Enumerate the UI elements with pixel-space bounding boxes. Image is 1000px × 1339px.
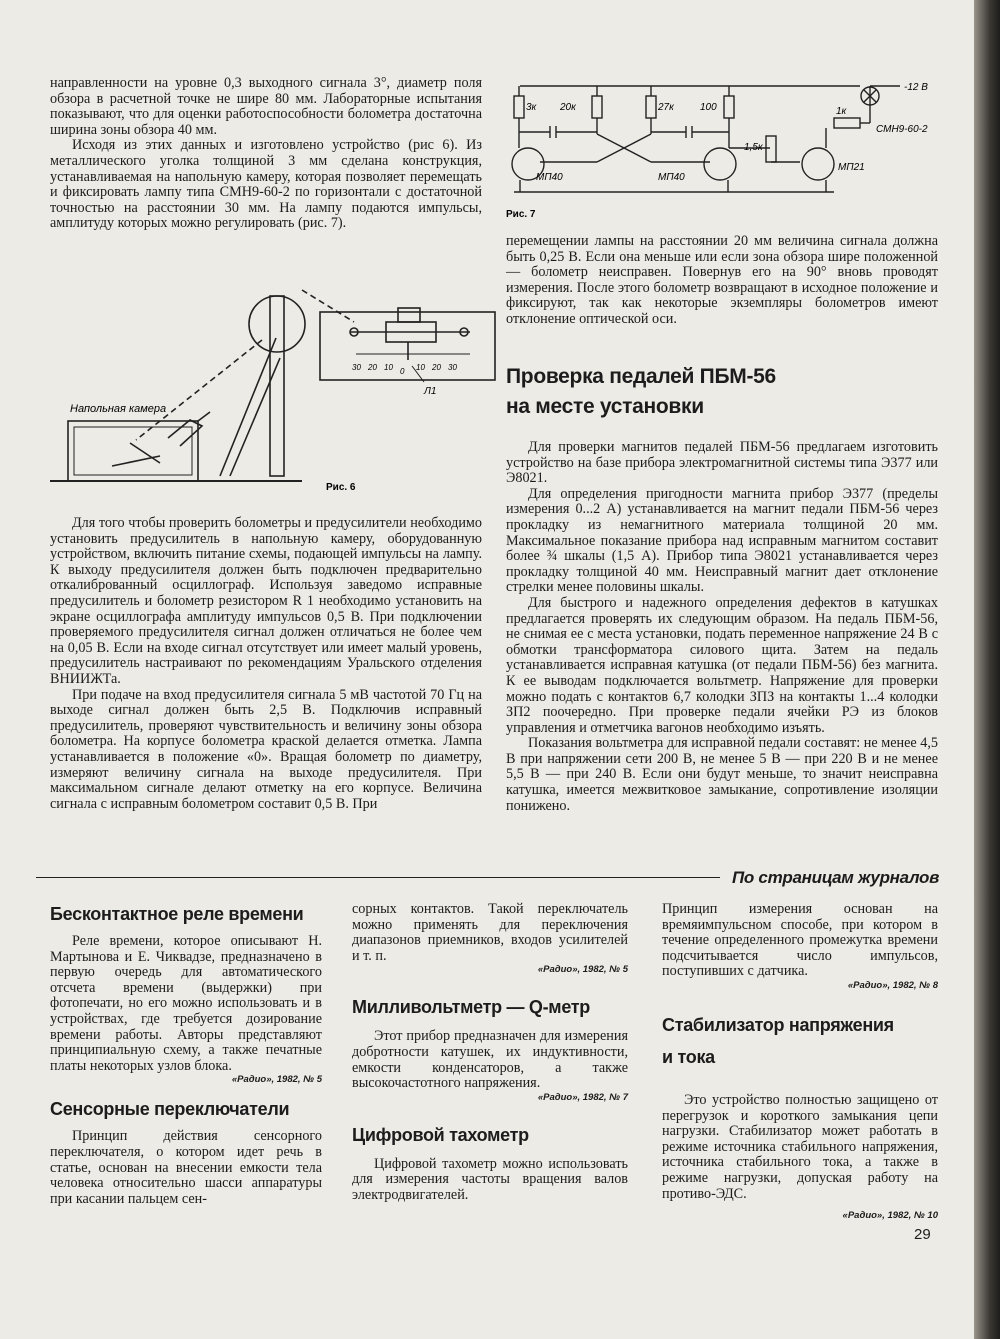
scale-tick: 30 — [352, 363, 361, 372]
digest-column-2 — [352, 902, 628, 1204]
paragraph: направленности на уровне 0,3 выходного сигнала 3°, диаметр поля обзора в расчетной точке не шире 80 мм. Лабораторные испытания показывают, что для оценки работоспособности болометра достаточна ширина зоны обзора 40 мм. — [50, 75, 482, 138]
bracket — [198, 412, 210, 421]
transistor-mp21 — [802, 148, 834, 180]
tacho-source: «Радио», 1982, № 8 — [847, 979, 938, 991]
bottom-left-column — [50, 516, 482, 812]
paragraph: Для того чтобы проверить болометры и предусилители необходимо установить предусилитель в напольную камеру, оборудованную устройством, включить питание схемы, подающей импульсы на лампу. К выходу предусилителя должен быть подключен предварительно откалиброванный осциллограф. Используя заведомо исправные предусилитель и болометр резистором R 1 необходимо установить на экране осциллографа амплитуду импульсов 0,5 В. При подключении проверяемого предусилителя сигнал должен отличаться не более чем на 0,05 В. Если на входе сигнал отсутствует или имеет малый уровень, предусилитель настраивают по рекомендациям Уральского отделения ВНИИЖТа. — [50, 515, 482, 687]
tacho-text: Цифровой тахометр можно использовать для измерения частоты вращения валов электродвигателей. — [352, 1155, 628, 1203]
binding-shadow — [974, 0, 1000, 1339]
sensor-title: Сенсорные переключатели — [50, 1099, 290, 1120]
floor-chamber-inner — [74, 427, 192, 475]
transistor-label: МП40 — [658, 172, 685, 183]
scale-tick: 10 — [416, 363, 425, 372]
mount — [130, 443, 160, 463]
paragraph: При подаче на вход предусилителя сигнала 5 мВ частотой 70 Гц на выходе сигнал должен быть 2,5 В. Подключив исправный предусилитель, проверяют чувствительность и величину зоны обзора болометра. На корпусе болометра краской делается отметка. Лампа устанавливается в положение «0». Вращая болометр по диаметру, измеряют величину сигнала на выходе предусилителя. При максимальном сигнале делают отметку на его корпусе. Величина сигнала с исправным болометром составит 0,5 В. При — [50, 686, 482, 812]
sensor-text: Принцип действия сенсорного переключателя, о котором идет речь в статье, основан на внесении емкости тела человека относительно шасси аппаратуры при касании пальцем сен- — [50, 1128, 322, 1207]
section-header: По страницам журналов — [732, 868, 940, 887]
r-label: 27к — [658, 102, 674, 113]
qmeter-text: Этот прибор предназначен для измерения добротности катушек, их индуктивности, емкости конденсаторов, а также высокочастотного напряжения. — [352, 1028, 628, 1092]
scale-tick: 20 — [368, 363, 377, 372]
digest-column-3 — [662, 902, 938, 1221]
transistor-label: МП40 — [536, 172, 563, 183]
resistor-27k — [646, 96, 656, 118]
page-number: 29 — [914, 1226, 931, 1243]
sensor-text-cont: сорных контактов. Такой переключатель можно применять для переключения диапазонов приемников, входов усилителей и т. п. — [352, 901, 628, 964]
top-left-column — [50, 76, 482, 232]
diagonal-brace — [220, 338, 276, 476]
supply-label: -12 В — [904, 82, 928, 93]
figure-7-caption: Рис. 7 — [506, 209, 536, 220]
figure-7-schematic — [500, 74, 940, 224]
stab-source: «Радио», 1982, № 10 — [842, 1210, 938, 1222]
relay-title: Бесконтактное реле времени — [50, 904, 304, 924]
r-label: 100 — [700, 102, 717, 113]
carriage-clamp — [398, 308, 420, 322]
stab-subtitle: и тока — [662, 1046, 715, 1067]
qmeter-source: «Радио», 1982, № 7 — [537, 1091, 628, 1103]
pbm-article — [506, 362, 938, 814]
transistor-mp40 — [704, 148, 736, 180]
transistor-label: МП21 — [838, 162, 865, 173]
paragraph: Для быстрого и надежного определения дефектов в катушках предлагается проверять их следующим образом. На педаль ПБМ-56, не снимая ее с места установки, подать переменное напряжение 24 В с обмотки трансформатора силового щита. Затем на педаль устанавливается исправная катушка (от педали ПБМ-56) без магнита. К ее выводам подключается вольтметр. Напряжение для проверки можно подать с контактов 6,7 колодки ЗПЗ на контакты 1...4 колодки ЗП2 поочередно. При проверке педали ячейки РЭ из блоков управления и отметчика вагонов необходимо изъять. — [506, 594, 938, 736]
paragraph: Показания вольтметра для исправной педали составят: не менее 4,5 В при напряжении сети 200 В, не менее 5 В — при 220 В и не менее 5,5 В — при 240 В. Если они будут меньше, то значит неисправна катушка, имеется межвитковое замыкание, сопротивление изоляции понижено. — [506, 735, 938, 814]
diagonal-brace — [230, 358, 280, 476]
relay-source: «Радио», 1982, № 5 — [231, 1074, 322, 1086]
qmeter-title: Милливольтметр — Q-метр — [352, 997, 590, 1018]
scale-tick: 0 — [400, 367, 405, 376]
sensor-source: «Радио», 1982, № 5 — [537, 964, 628, 976]
resistor-100 — [724, 96, 734, 118]
r-label: 1,5к — [744, 142, 763, 153]
scale-tick: 20 — [432, 363, 441, 372]
vertical-post — [270, 296, 284, 476]
article-subtitle: на месте установки — [506, 395, 704, 418]
paragraph: Для проверки магнитов педалей ПБМ-56 предлагаем изготовить устройство на базе прибора электромагнитной системы типа Э377 или Э8021. — [506, 439, 938, 487]
paragraph: перемещении лампы на расстоянии 20 мм величина сигнала должна быть 0,25 В. Если она меньше или если зона обзора шире положенной — болометр неисправен. Повернув его на 90° вновь проводят измерения. После этого болометр возвращают в исходное положение и фиксируют, так как некоторые экземпляры болометров имеют отклонение оптической оси. — [506, 233, 938, 327]
stab-text: Это устройство полностью защищено от перегрузок и короткого замыкания цепи нагрузки. Стабилизатор может работать в режиме источника стабильного напряжения, источника стабильного тока, а также в режиме нагрузки, допуская работу на противо-ЭДС. — [662, 1091, 938, 1202]
chamber-label: Напольная камера — [70, 403, 167, 415]
stab-title: Стабилизатор напряжения — [662, 1014, 894, 1035]
relay-text: Реле времени, которое описывают Н. Мартынова и Е. Чиквадзе, предназначено в первую очередь для автоматического отсчета времени (выдержки) при фотопечати, но его можно использовать и в устройствах, где требуется дозирование времени работы. Авторы представляют принципиальную схему, а также печатные платы некоторых узлов блока. — [50, 933, 322, 1074]
paragraph: Для определения пригодности магнита прибор Э377 (пределы измерения 0...2 А) устанавливается на магнит педали ПБМ-56 через прокладку из немагнитного материала толщиной 20 мм. Максимальное показание прибора над исправным магнитом составит более ¾ шкалы (1,5 А). Прибор типа Э8021 устанавливается через прокладку толщиной 40 мм. Неисправный магнит дает отклонение стрелки менее половины шкалы. — [506, 485, 938, 596]
detail-leader — [302, 290, 354, 322]
scale-tick: 30 — [448, 363, 457, 372]
digest-column-1 — [50, 900, 322, 1207]
resistor-1-5k — [766, 136, 776, 162]
scale-tick: 10 — [384, 363, 393, 372]
lamp-label: Л1 — [424, 386, 437, 397]
mid-right-column — [506, 234, 938, 328]
tacho-title: Цифровой тахометр — [352, 1124, 529, 1145]
article-title: Проверка педалей ПБМ-56 — [506, 365, 776, 388]
resistor-20k — [592, 96, 602, 118]
bolometer — [168, 420, 202, 446]
r-label: 1к — [836, 106, 847, 117]
paragraph: Исходя из этих данных и изготовлено устройство (рис 6). Из металлического уголка толщиной 3 мм сделана конструкция, устанавливаемая на напольную камеру, которая позволяет перемещать и фиксировать лампу типа СМН9-60-2 по горизонтали с достаточной точностью на расстоянии 30 мм. На лампу подаются импульсы, амплитуду которых можно регулировать (рис. 7). — [50, 137, 482, 232]
tacho-text-cont: Принцип измерения основан на времяимпульсном способе, при котором в течение определенного промежутка времени подсчитывается число импульсов, поступивших с датчика. — [662, 901, 938, 980]
figure-6-diagram — [40, 278, 500, 508]
resistor-3k — [514, 96, 524, 118]
r-label: 20к — [560, 102, 576, 113]
section-divider — [36, 877, 720, 878]
potentiometer-1k — [834, 118, 860, 128]
figure-6-caption: Рис. 6 — [326, 482, 356, 493]
lamp-type-label: СМН9-60-2 — [876, 124, 928, 135]
r-label: 3к — [526, 102, 537, 113]
